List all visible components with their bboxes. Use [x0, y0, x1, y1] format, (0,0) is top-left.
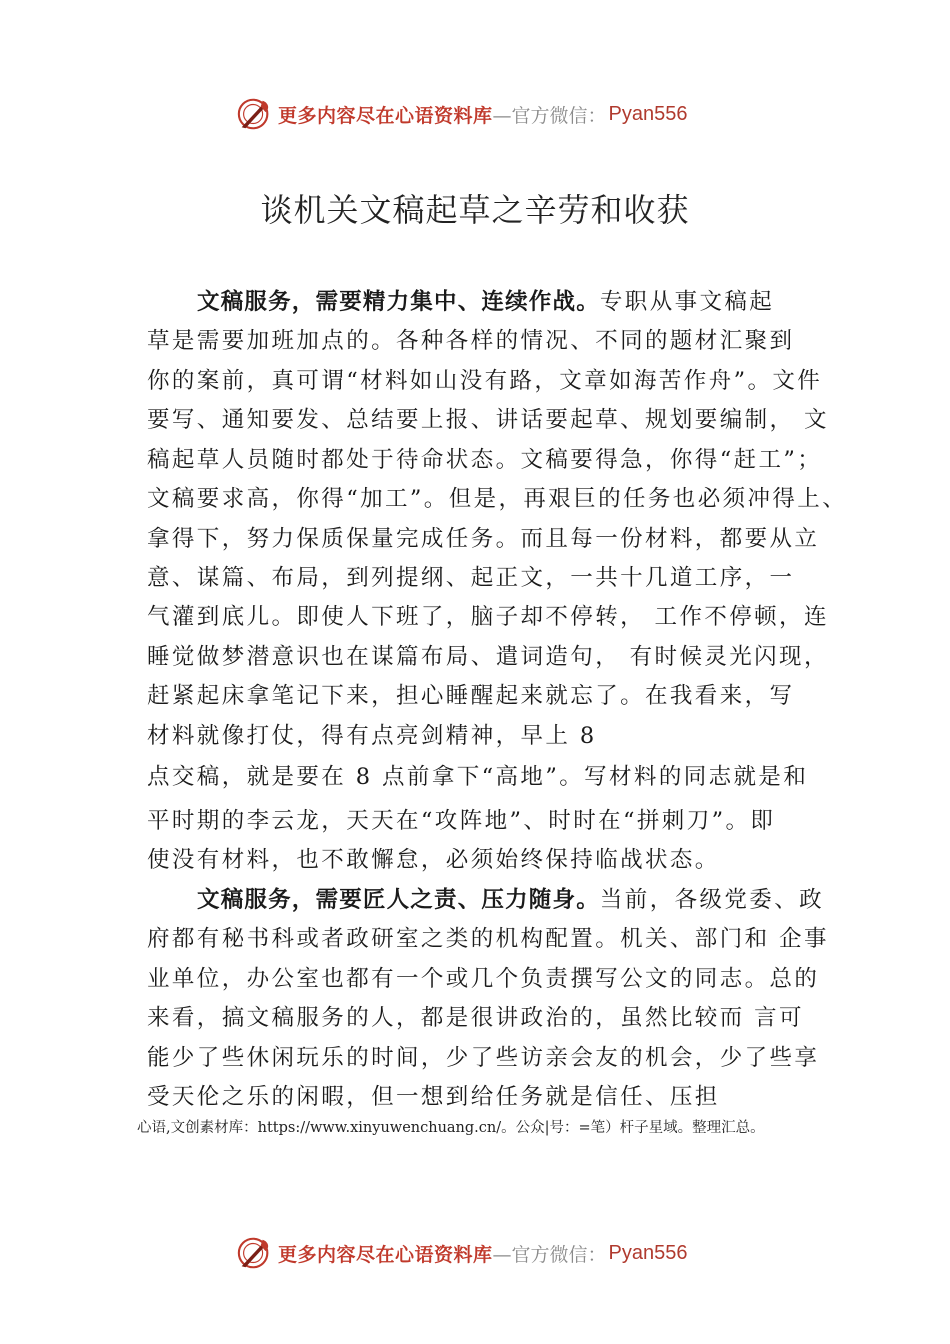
banner-wechat-id: Pyan556	[608, 1241, 688, 1264]
banner-brand-text: 更多内容尽在心语资料库	[278, 1243, 493, 1266]
paragraph-1-line: 睡觉做梦潜意识也在谋篇布局、遣词造句， 有时候灵光闪现，	[147, 644, 829, 670]
paragraph-1-line: 草是需要加班加点的。各种各样的情况、不同的题材汇聚到	[147, 328, 795, 354]
paragraph-2-line-1	[197, 882, 824, 914]
paragraph-1-first-tail: 专职从事文稿起	[599, 289, 775, 315]
paragraph-1-line: 气灌到底儿。即使人下班了，脑子却不停转， 工作不停顿，连	[147, 604, 829, 630]
paragraph-1-line: 你的案前，真可谓“材料如山没有路，文章如海苦作舟”。文件	[147, 368, 823, 394]
paragraph-1-line: 平时期的李云龙，天天在“攻阵地”、时时在“拼刺刀”。即	[147, 808, 776, 834]
banner-wechat-label: —官方微信：	[492, 104, 607, 127]
paragraph-2-first-tail: 当前，各级党委、政	[599, 887, 825, 913]
paragraph-2-line: 业单位，办公室也都有一个或几个负责撰写公文的同志。总的	[147, 966, 820, 992]
paragraph-1-line: 要写、通知要发、总结要上报、讲话要起草、规划要编制， 文	[147, 407, 829, 433]
paragraph-1-line: 文稿要求高，你得“加工”。但是，再艰巨的任务也必须冲得上、	[147, 486, 848, 512]
paragraph-1-line: 使没有材料，也不敢懈怠，必须始终保持临战状态。	[147, 847, 720, 873]
page-title: 谈机关文稿起草之辛劳和收获	[260, 191, 690, 229]
quill-logo-icon	[236, 95, 274, 133]
paragraph-1-line: 材料就像打仗，得有点亮剑精神，早上 8	[147, 723, 597, 749]
banner-wechat-id: Pyan556	[608, 102, 688, 125]
paragraph-1-line: 意、谋篇、布局，到列提纲、起正文，一共十几道工序，一	[147, 565, 795, 591]
paragraph-2-line: 来看，搞文稿服务的人，都是很讲政治的，虽然比较而 言可	[147, 1005, 804, 1031]
header-banner	[236, 94, 688, 134]
paragraph-1-line-1	[197, 284, 774, 316]
footer-banner	[236, 1233, 688, 1273]
paragraph-1-line: 稿起草人员随时都处于待命状态。文稿要得急，你得“赶工”；	[147, 447, 823, 473]
paragraph-2-line: 府都有秘书科或者政研室之类的机构配置。机关、部门和 企事	[147, 926, 829, 952]
banner-wechat-label: —官方微信：	[492, 1243, 607, 1266]
paragraph-2-line: 能少了些休闲玩乐的时间，少了些访亲会友的机会，少了些享	[147, 1045, 820, 1071]
banner-brand-text: 更多内容尽在心语资料库	[278, 104, 493, 127]
paragraph-1-line: 拿得下，努力保质保量完成任务。而且每一份材料，都要从立	[147, 526, 820, 552]
quill-logo-icon	[236, 1234, 274, 1272]
paragraph-2-line: 受天伦之乐的闲暇，但一想到给任务就是信任、压担	[147, 1084, 720, 1110]
paragraph-1-heading: 文稿服务，需要精力集中、连续作战。	[197, 289, 600, 315]
source-note: 心语,文创素材库：https://www.xinyuwenchuang.cn/。公众|号：=笔）杆子星域。整理汇总。	[137, 1120, 765, 1136]
paragraph-2-heading: 文稿服务，需要匠人之责、压力随身。	[197, 887, 600, 913]
paragraph-1-line: 赶紧起床拿笔记下来，担心睡醒起来就忘了。在我看来，写	[147, 683, 795, 709]
paragraph-1-line: 点交稿，就是要在 8 点前拿下“高地”。写材料的同志就是和	[147, 764, 809, 790]
